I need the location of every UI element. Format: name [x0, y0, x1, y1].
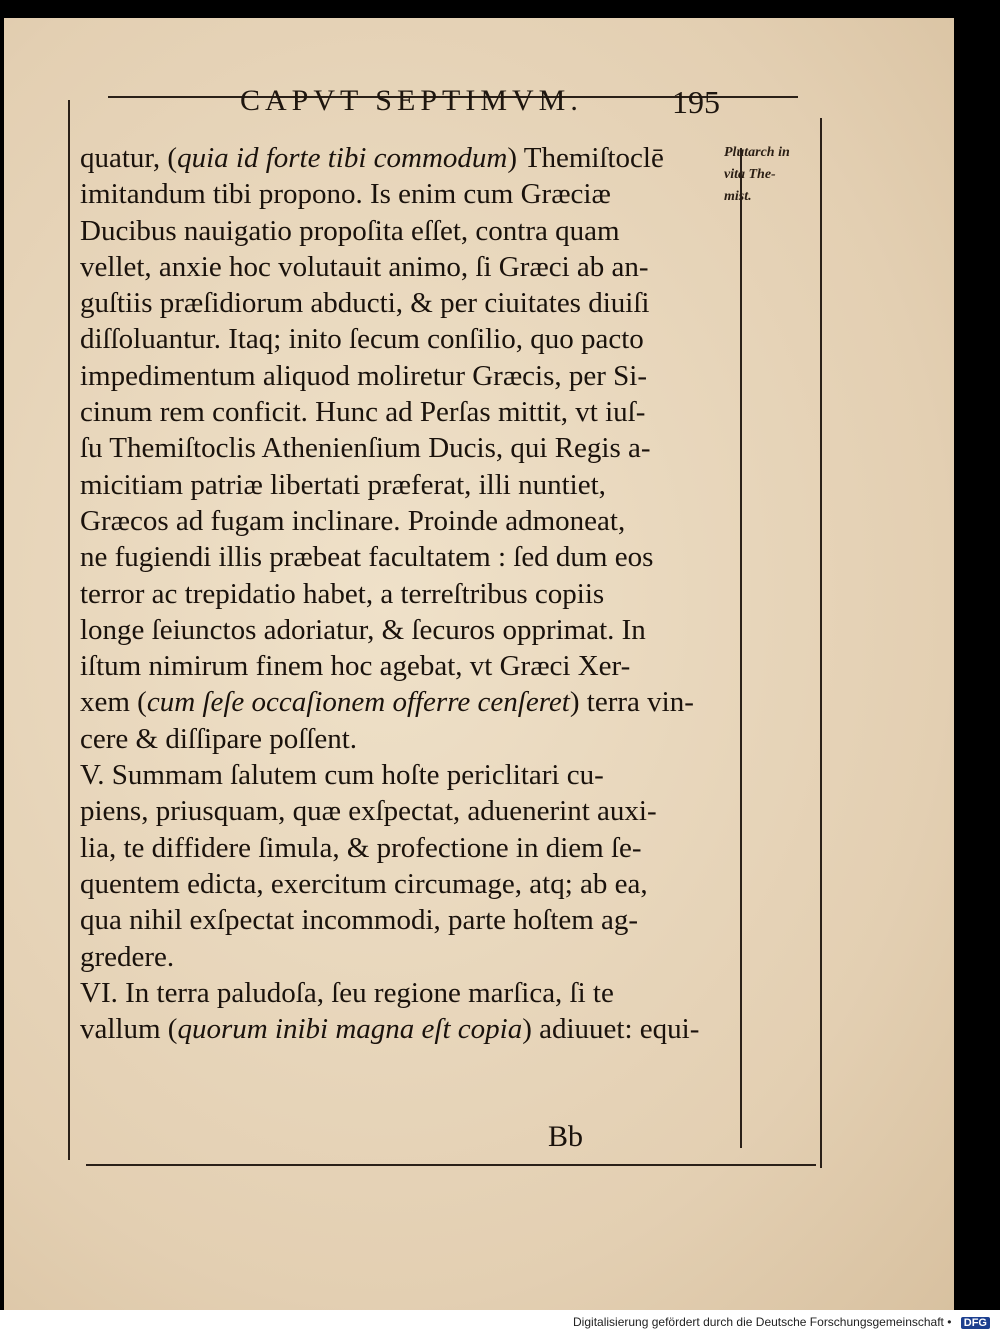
text-line	[80, 576, 740, 612]
text-line	[80, 249, 740, 285]
text-line	[80, 213, 740, 249]
text-run: iſtum nimirum finem hoc agebat, vt Græci Xer-	[80, 650, 631, 683]
frame-left-rule	[68, 100, 70, 1160]
text-line	[80, 830, 740, 866]
italic-phrase: quorum inibi magna eſt copia	[177, 1013, 523, 1046]
signature-mark: Bb	[548, 1120, 584, 1153]
text-run: ) Themiſtoclē	[507, 142, 664, 174]
text-line	[80, 503, 740, 539]
page-number: 195	[672, 84, 720, 120]
text-line	[80, 684, 740, 720]
margin-note-line: vita The-	[724, 167, 776, 182]
text-line	[80, 467, 740, 503]
text-run: terror ac trepidatio habet, a terreſtribus copiis	[80, 577, 605, 610]
text-line	[80, 793, 740, 829]
text-run: qua nihil exſpectat incommodi, parte hoſtem ag-	[80, 904, 639, 937]
text-line	[80, 321, 740, 357]
text-run: micitiam patriæ libertati præferat, illi nuntiet,	[80, 468, 606, 501]
text-line	[80, 975, 740, 1011]
frame-right-rule	[740, 148, 742, 1148]
text-run: gredere.	[80, 940, 175, 973]
text-run: vallum (	[80, 1013, 178, 1046]
text-line	[80, 612, 740, 648]
text-run: impedimentum aliquod moliretur Græcis, per Si-	[80, 359, 648, 392]
text-line	[80, 285, 740, 321]
text-line	[80, 757, 740, 793]
text-run: longe ſeiunctos adoriatur, & ſecuros opprimat. In	[80, 613, 646, 646]
margin-note-line: Plutarch in	[724, 145, 790, 160]
footer-credit	[573, 1315, 990, 1329]
text-run: guſtiis præſidiorum abducti, & per ciuitates diuiſi	[80, 287, 650, 320]
text-run: V. Summam ſalutem cum hoſte periclitari cu-	[80, 759, 604, 792]
text-run: ne fugiendi illis præbeat facultatem : ſed dum eos	[80, 541, 654, 574]
footer-bar	[0, 1310, 1000, 1336]
text-run: cere & diſſipare poſſent.	[80, 722, 358, 755]
text-line	[80, 648, 740, 684]
footer-credit-text: Digitalisierung gefördert durch die Deutsche Forschungsgemeinschaft •	[573, 1315, 952, 1329]
text-line	[80, 140, 740, 176]
italic-phrase: quia id forte tibi commodum	[177, 142, 508, 174]
text-run: piens, priusquam, quæ exſpectat, aduenerint auxi-	[80, 795, 657, 828]
running-title: CAPVT SEPTIMVM.	[240, 84, 583, 117]
text-line	[80, 176, 740, 212]
text-line	[80, 430, 740, 466]
text-run: vellet, anxie hoc volutauit animo, ſi Græci ab an-	[80, 250, 649, 283]
text-run: quentem edicta, exercitum circumage, atq; ab ea,	[80, 867, 648, 900]
text-run: imitandum tibi propono. Is enim cum Græciæ	[80, 178, 611, 211]
margin-note	[724, 142, 834, 208]
text-run: xem (	[80, 686, 147, 719]
text-line	[80, 358, 740, 394]
margin-right-rule	[820, 118, 822, 1168]
dfg-logo: DFG	[961, 1317, 990, 1329]
text-line	[80, 939, 740, 975]
margin-note-line: mist.	[724, 189, 752, 204]
text-run: diſſoluantur. Itaq; inito ſecum conſilio, quo pacto	[80, 323, 644, 356]
text-line	[80, 902, 740, 938]
footer-rule	[86, 1164, 816, 1166]
text-run: Ducibus nauigatio propoſita eſſet, contra quam	[80, 214, 620, 247]
text-run: Græcos ad fugam inclinare. Proinde admoneat,	[80, 504, 626, 537]
text-run: lia, te diffidere ſimula, & profectione in diem ſe-	[80, 831, 642, 864]
text-run: ſu Themiſtoclis Athenienſium Ducis, qui Regis a-	[80, 432, 651, 465]
text-line	[80, 539, 740, 575]
text-line	[80, 394, 740, 430]
italic-phrase: cum ſeſe occaſionem offerre cenſeret	[146, 686, 570, 719]
text-run: VI. In terra paludoſa, ſeu regione marſica, ſi te	[80, 976, 614, 1009]
text-line	[80, 721, 740, 757]
text-run: ) terra vin-	[569, 686, 694, 719]
text-line	[80, 866, 740, 902]
text-run: quatur, (	[80, 142, 178, 174]
text-run: cinum rem conficit. Hunc ad Perſas mittit, vt iuſ-	[80, 396, 646, 429]
text-line	[80, 1011, 740, 1047]
text-run: ) adiuuet: equi-	[522, 1013, 700, 1046]
body-text	[80, 140, 740, 1047]
